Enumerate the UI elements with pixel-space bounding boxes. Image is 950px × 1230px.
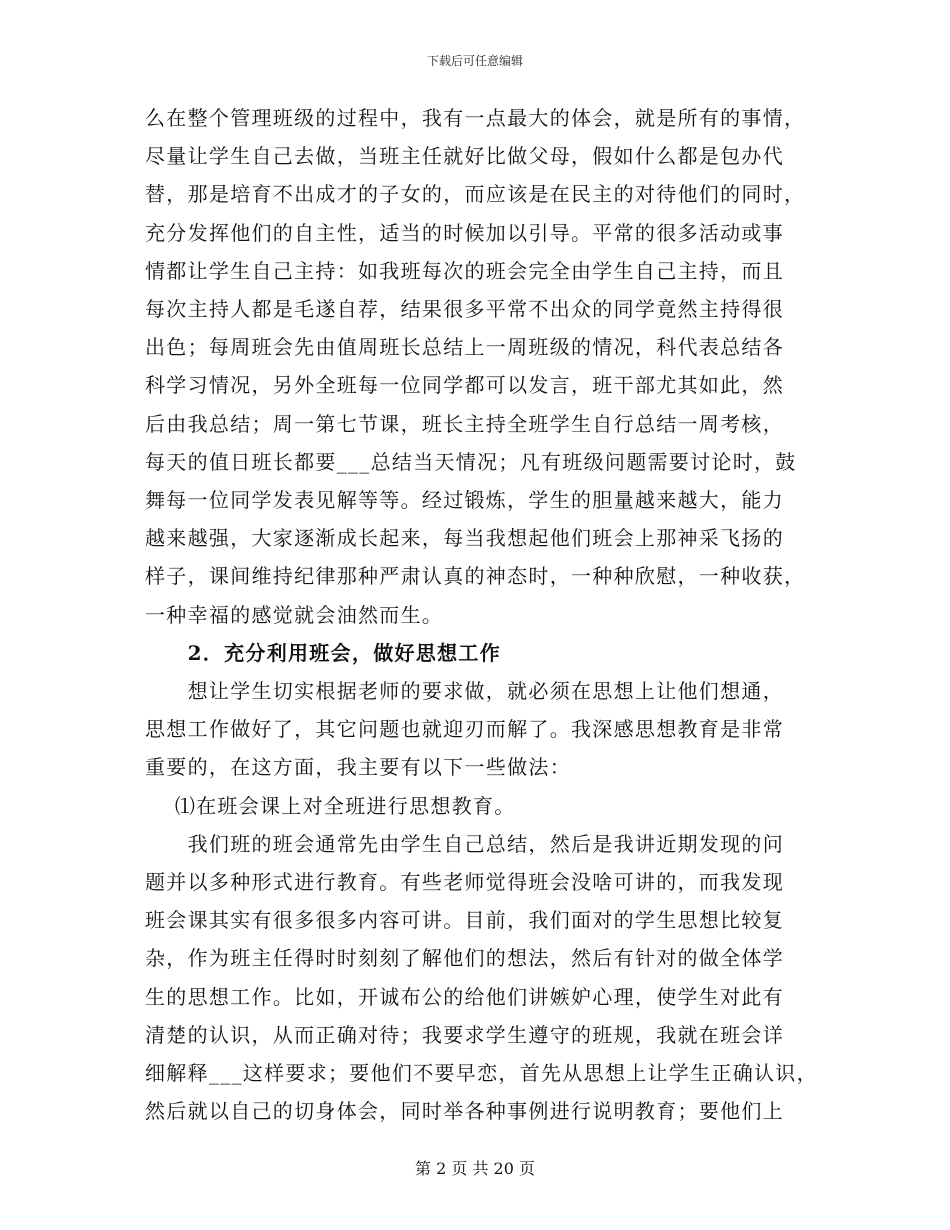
text-line: 班会课其实有很多很多内容可讲。目前，我们面对的学生思想比较复 [145,908,784,933]
text-line: 我们班的班会通常先由学生自己总结，然后是我讲近期发现的问 [187,831,784,856]
text-line: 科学习情况，另外全班每一位同学都可以发言，班干部尤其如此，然 [145,373,784,398]
text-line: 每天的值日班长都要___总结当天情况；凡有班级问题需要讨论时，鼓 [145,449,797,474]
text-line: 然后就以自己的切身体会，同时举各种事例进行说明教育；要他们上 [145,1099,784,1124]
text-line: 杂，作为班主任得时时刻刻了解他们的想法，然后有针对的做全体学 [145,946,784,971]
text-line: 尽量让学生自己去做，当班主任就好比做父母，假如什么都是包办代 [145,144,784,169]
text-line: 重要的，在这方面，我主要有以下一些做法： [145,755,571,780]
text-line: 清楚的认识，从而正确对待；我要求学生遵守的班规，我就在班会详 [145,1022,784,1047]
text-line: 想让学生切实根据老师的要求做，就必须在思想上让他们想通， [187,679,784,703]
page-header: 下载后可任意编辑 [426,54,523,68]
text-line: 情都让学生自己主持：如我班每次的班会完全由学生自己主持，而且 [145,258,784,283]
text-line: 舞每一位同学发表见解等等。经过锻炼，学生的胆量越来越大，能力 [145,488,784,512]
page-footer: 第 2 页 共 20 页 [415,1159,535,1178]
text-line: 每次主持人都是毛遂自荐，结果很多平常不出众的同学竟然主持得很 [145,297,784,321]
text-line: 思想工作做好了，其它问题也就迎刃而解了。我深感思想教育是非常 [145,717,784,742]
text-line: 么在整个管理班级的过程中，我有一点最大的体会，就是所有的事情， [145,106,806,130]
text-line: 题并以多种形式进行教育。有些老师觉得班会没啥可讲的，而我发现 [145,870,784,894]
text-line: 后由我总结；周一第七节课，班长主持全班学生自行总结一周考核， [145,411,784,436]
text-line: 样子，课间维持纪律那种严肃认真的神态时，一种种欣慰，一种收获， [145,564,806,589]
text-line: 充分发挥他们的自主性，适当的时候加以引导。平常的很多活动或事 [145,220,784,245]
text-line: 细解释___这样要求；要他们不要早恋，首先从思想上让学生正确认识， [145,1061,818,1085]
text-line: ⑴在班会课上对全班进行思想教育。 [174,793,516,818]
text-line: 出色；每周班会先由值周班长总结上一周班级的情况，科代表总结各 [145,335,784,360]
text-line: 替，那是培育不出成才的子女的，而应该是在民主的对待他们的同时， [145,182,806,207]
text-line: 越来越强，大家逐渐成长起来，每当我想起他们班会上那神采飞扬的 [145,526,784,551]
section-heading: 2．充分利用班会，做好思想工作 [187,640,502,665]
text-line: 生的思想工作。比如，开诚布公的给他们讲嫉妒心理，使学生对此有 [145,984,784,1009]
text-line: 一种幸福的感觉就会油然而生。 [145,602,444,627]
